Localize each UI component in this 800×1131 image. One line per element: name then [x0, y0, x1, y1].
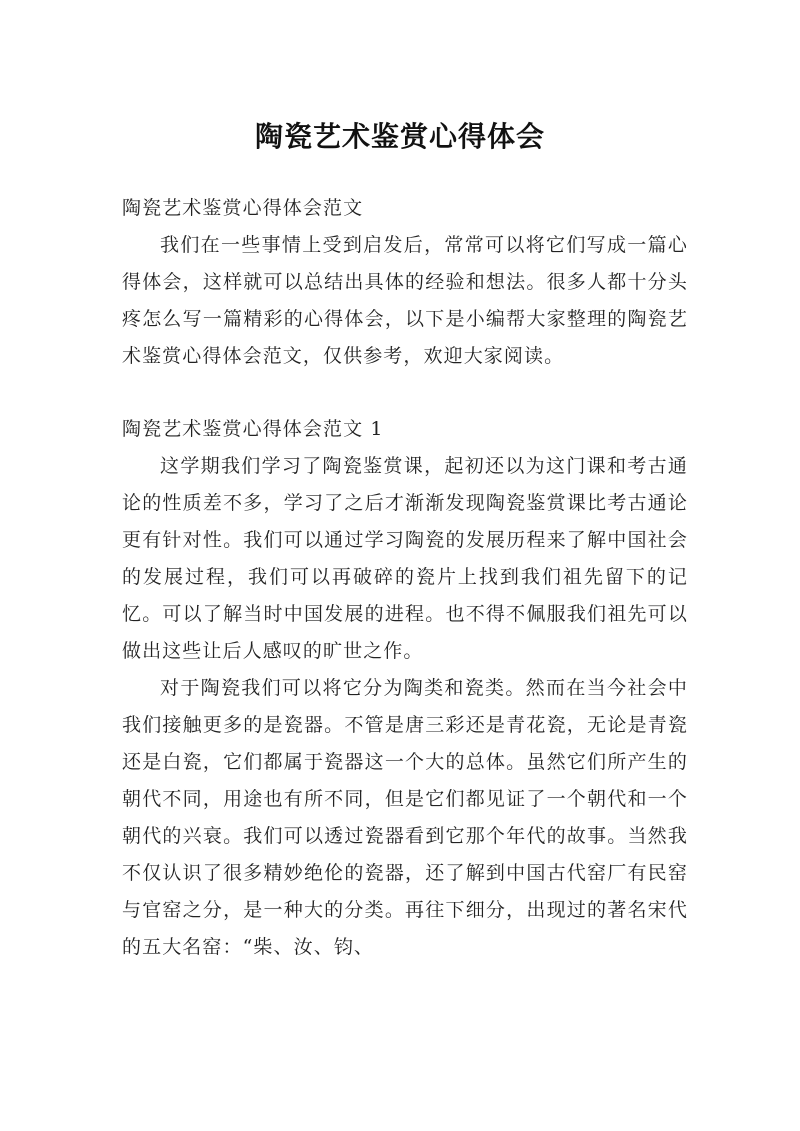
intro-heading: 陶瓷艺术鉴赏心得体会范文	[122, 197, 364, 219]
section1-paragraph-2: 对于陶瓷我们可以将它分为陶类和瓷类。然而在当今社会中我们接触更多的是瓷器。不管是唐三彩还是青花瓷，无论是青瓷还是白瓷，它们都属于瓷器这一个大的总体。虽然它们所产生的朝代不同，用途也有所不同，但是它们都见证了一个朝代和一个朝代的兴衰。我们可以透过瓷器看到它那个年代的故事。当然我不仅认识了很多精妙绝伦的瓷器，还了解到中国古代窑厂有民窑与官窑之分，是一种大的分类。再往下细分，出现过的著名宋代的五大名窑：“柴、汝、钧、	[122, 677, 688, 958]
intro-paragraph: 我们在一些事情上受到启发后，常常可以将它们写成一篇心得体会，这样就可以总结出具体的经验和想法。很多人都十分头疼怎么写一篇精彩的心得体会，以下是小编帮大家整理的陶瓷艺术鉴赏心得体会范文，仅供参考，欢迎大家阅读。	[122, 234, 688, 367]
document-body	[122, 190, 688, 966]
section1-heading: 陶瓷艺术鉴赏心得体会范文 1	[122, 418, 384, 440]
section-spacer	[122, 375, 688, 411]
document-title: 陶瓷艺术鉴赏心得体会	[254, 119, 545, 153]
section1-paragraph-1: 这学期我们学习了陶瓷鉴赏课，起初还以为这门课和考古通论的性质差不多，学习了之后才渐渐发现陶瓷鉴赏课比考古通论更有针对性。我们可以通过学习陶瓷的发展历程来了解中国社会的发展过程，我们可以再破碎的瓷片上找到我们祖先留下的记忆。可以了解当时中国发展的进程。也不得不佩服我们祖先可以做出这些让后人感叹的旷世之作。	[122, 455, 688, 662]
